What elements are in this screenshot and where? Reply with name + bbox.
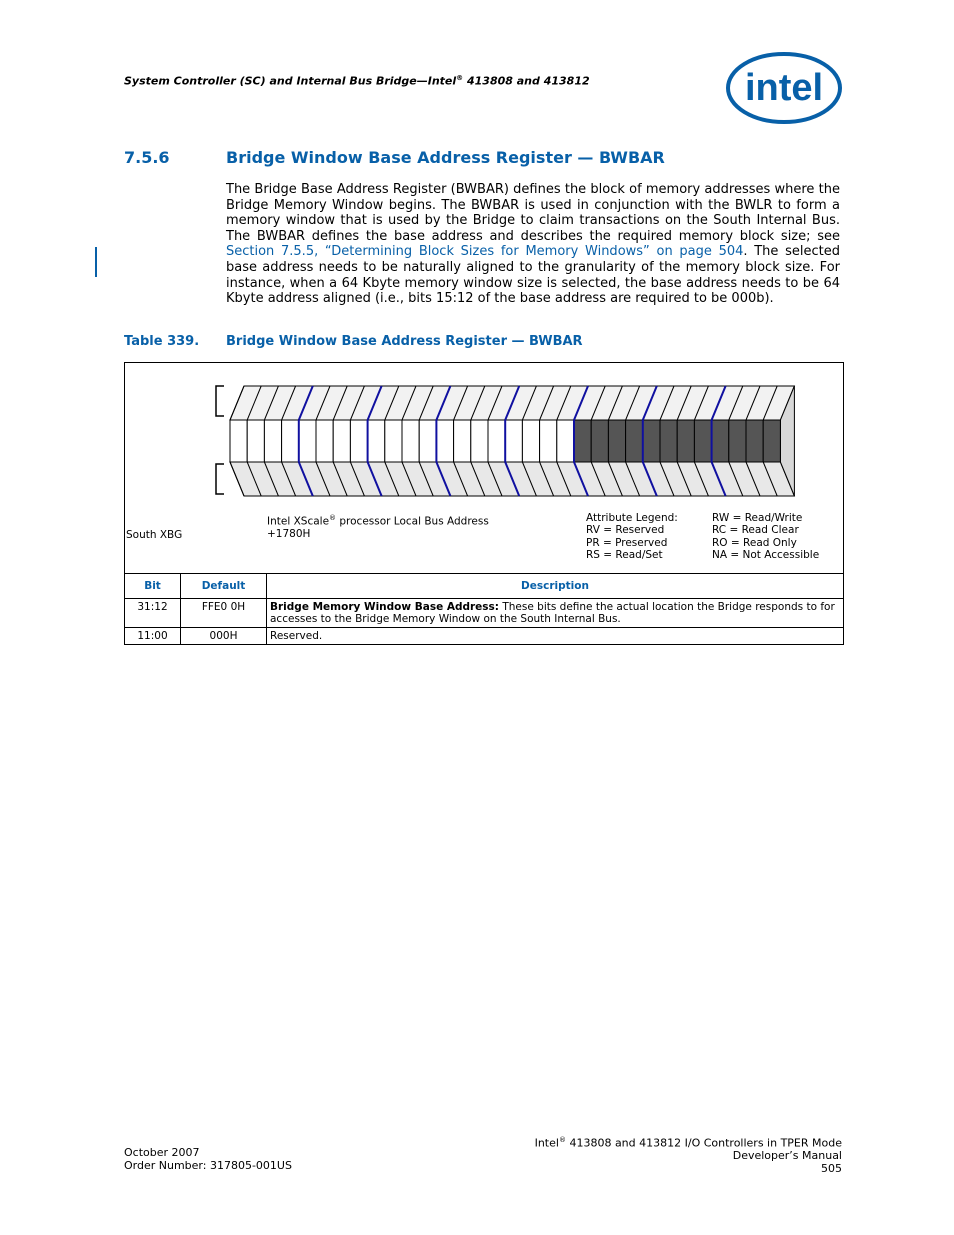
bit-cell-30 xyxy=(247,420,264,462)
bit-cell-1 xyxy=(746,420,763,462)
bit-cell-15 xyxy=(505,420,522,462)
bit-cell-19 xyxy=(436,420,453,462)
bit-cell-3 xyxy=(712,420,729,462)
section-link[interactable]: Section 7.5.5, “Determining Block Sizes for Memory Windows” on page 504 xyxy=(226,244,744,260)
table-row xyxy=(125,599,844,628)
footer-left: October 2007 Order Number: 317805-001US xyxy=(124,1146,292,1172)
cell-description: Bridge Memory Window Base Address: These bits define the actual location the Bridge responds to for accesses to the Bridge Memory Window on the South Internal Bus. xyxy=(267,599,844,628)
bit-cell-16 xyxy=(488,420,505,462)
bit-cell-23 xyxy=(368,420,385,462)
bit-cell-14 xyxy=(522,420,539,462)
register-table xyxy=(124,573,844,645)
bit-cell-13 xyxy=(540,420,557,462)
bit-cell-11 xyxy=(574,420,591,462)
bit-cell-31 xyxy=(230,420,247,462)
bit-cell-27 xyxy=(299,420,316,462)
col-header-default: Default xyxy=(181,574,267,599)
address-label: Intel XScale® processor Local Bus Address +1780H xyxy=(267,514,489,540)
cell-default: 000H xyxy=(181,628,267,645)
svg-text:intel: intel xyxy=(744,67,824,109)
bit-cell-24 xyxy=(350,420,367,462)
table-caption-number: Table 339. xyxy=(124,334,200,349)
change-bar xyxy=(95,247,97,277)
cell-bit: 31:12 xyxy=(125,599,181,628)
table-row xyxy=(125,628,844,645)
table-header-row xyxy=(125,574,844,599)
cell-description: Reserved. xyxy=(267,628,844,645)
bus-label: South XBG xyxy=(126,529,183,541)
table-caption-title: Bridge Window Base Address Register — BWBAR xyxy=(226,334,583,349)
col-header-description: Description xyxy=(267,574,844,599)
bit-cell-7 xyxy=(643,420,660,462)
register-bit-diagram xyxy=(212,382,802,502)
bit-cell-2 xyxy=(729,420,746,462)
section-number: 7.5.6 xyxy=(124,148,170,167)
bit-cell-4 xyxy=(694,420,711,462)
running-header: System Controller (SC) and Internal Bus Bridge—Intel® 413808 and 413812 xyxy=(124,74,590,88)
bit-cell-26 xyxy=(316,420,333,462)
cell-bit: 11:00 xyxy=(125,628,181,645)
cell-default: FFE0 0H xyxy=(181,599,267,628)
section-title: Bridge Window Base Address Register — BWBAR xyxy=(226,148,665,167)
bit-cell-22 xyxy=(385,420,402,462)
footer-right: Intel® 413808 and 413812 I/O Controllers in TPER Mode Developer’s Manual 505 xyxy=(534,1136,842,1175)
bit-cell-10 xyxy=(591,420,608,462)
bit-cell-8 xyxy=(626,420,643,462)
intel-logo xyxy=(724,50,844,130)
bit-cell-29 xyxy=(264,420,281,462)
section-paragraph: The Bridge Base Address Register (BWBAR) defines the block of memory addresses where the Bridge Memory Window begins. The BWBAR is used in conjunction with the BWLR to form a memory window that is used by the Bridge to claim transactions on the South Internal Bus. The BWBAR defines the base address and describes the required memory block size; see Section 7.5.5, “Determining Block Sizes for Memory Windows” on page 504. The selected base address needs to be naturally aligned to the granularity of the memory block size. For instance, when a 64 Kbyte memory window size is selected, the base address needs to be 64 Kbyte address aligned (i.e., bits 15:12 of the base address are required to be 000b). xyxy=(226,182,840,307)
bracket-top xyxy=(216,386,224,416)
bit-cell-5 xyxy=(677,420,694,462)
bit-cell-28 xyxy=(282,420,299,462)
legend-right: RW = Read/Write RC = Read Clear RO = Read Only NA = Not Accessible xyxy=(712,512,820,561)
col-header-bit: Bit xyxy=(125,574,181,599)
bracket-bottom xyxy=(216,464,224,494)
bit-cell-20 xyxy=(419,420,436,462)
bit-cell-18 xyxy=(454,420,471,462)
legend-left: Attribute Legend: RV = Reserved PR = Preserved RS = Read/Set xyxy=(586,512,678,561)
bit-cell-17 xyxy=(471,420,488,462)
bit-cell-9 xyxy=(608,420,625,462)
bit-cell-6 xyxy=(660,420,677,462)
bit-cell-12 xyxy=(557,420,574,462)
bit-cell-21 xyxy=(402,420,419,462)
bit-cell-25 xyxy=(333,420,350,462)
bit-cell-0 xyxy=(763,420,780,462)
